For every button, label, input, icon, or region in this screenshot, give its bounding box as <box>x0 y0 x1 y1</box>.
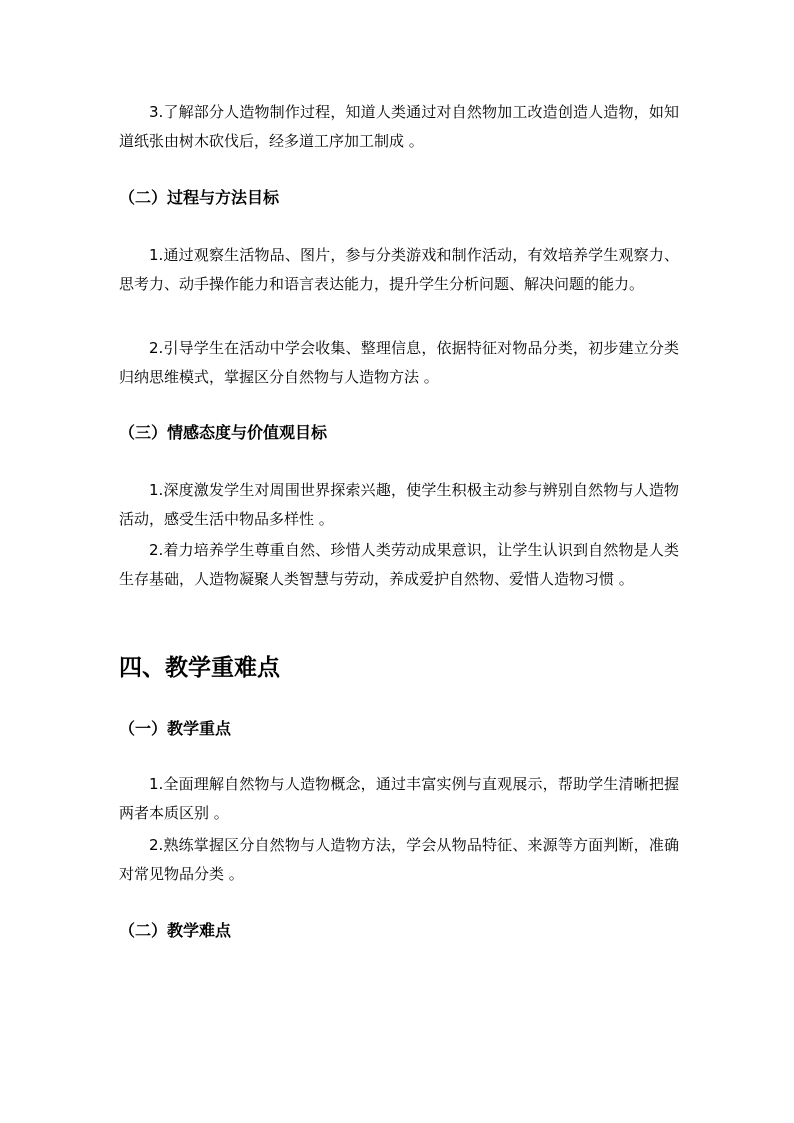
emotion-objective-item-1: 1.深度激发学生对周围世界探索兴趣，使学生积极主动参与辨别自然物与人造物活动，感受生活中物品多样性 。 <box>119 481 679 528</box>
teaching-difficulties-heading: （二）教学难点 <box>119 921 232 940</box>
key-point-item-1: 1.全面理解自然物与人造物概念，通过丰富实例与直观展示，帮助学生清晰把握两者本质区别 。 <box>119 775 679 822</box>
process-objective-item-2: 2.引导学生在活动中学会收集、整理信息，依据特征对物品分类，初步建立分类归纳思维模式，掌握区分自然物与人造物方法 。 <box>119 339 679 386</box>
emotion-values-objectives-heading: （三）情感态度与价值观目标 <box>119 423 328 442</box>
teaching-key-difficult-points-heading: 四、教学重难点 <box>119 655 280 681</box>
emotion-objective-item-2: 2.着力培养学生尊重自然、珍惜人类劳动成果意识，让学生认识到自然物是人类生存基础，人造物凝聚人类智慧与劳动，养成爱护自然物、爱惜人造物习惯 。 <box>119 541 679 588</box>
key-point-item-2: 2.熟练掌握区分自然物与人造物方法，学会从物品特征、来源等方面判断，准确对常见物品分类 。 <box>119 836 679 883</box>
process-method-objectives-heading: （二）过程与方法目标 <box>119 188 280 207</box>
teaching-key-points-heading: （一）教学重点 <box>119 719 232 738</box>
knowledge-objective-item-3: 3.了解部分人造物制作过程，知道人类通过对自然物加工改造创造人造物，如知道纸张由树木砍伐后，经多道工序加工制成 。 <box>119 103 679 150</box>
process-objective-item-1: 1.通过观察生活物品、图片，参与分类游戏和制作活动，有效培养学生观察力、思考力、动手操作能力和语言表达能力，提升学生分析问题、解决问题的能力。 <box>119 246 679 293</box>
